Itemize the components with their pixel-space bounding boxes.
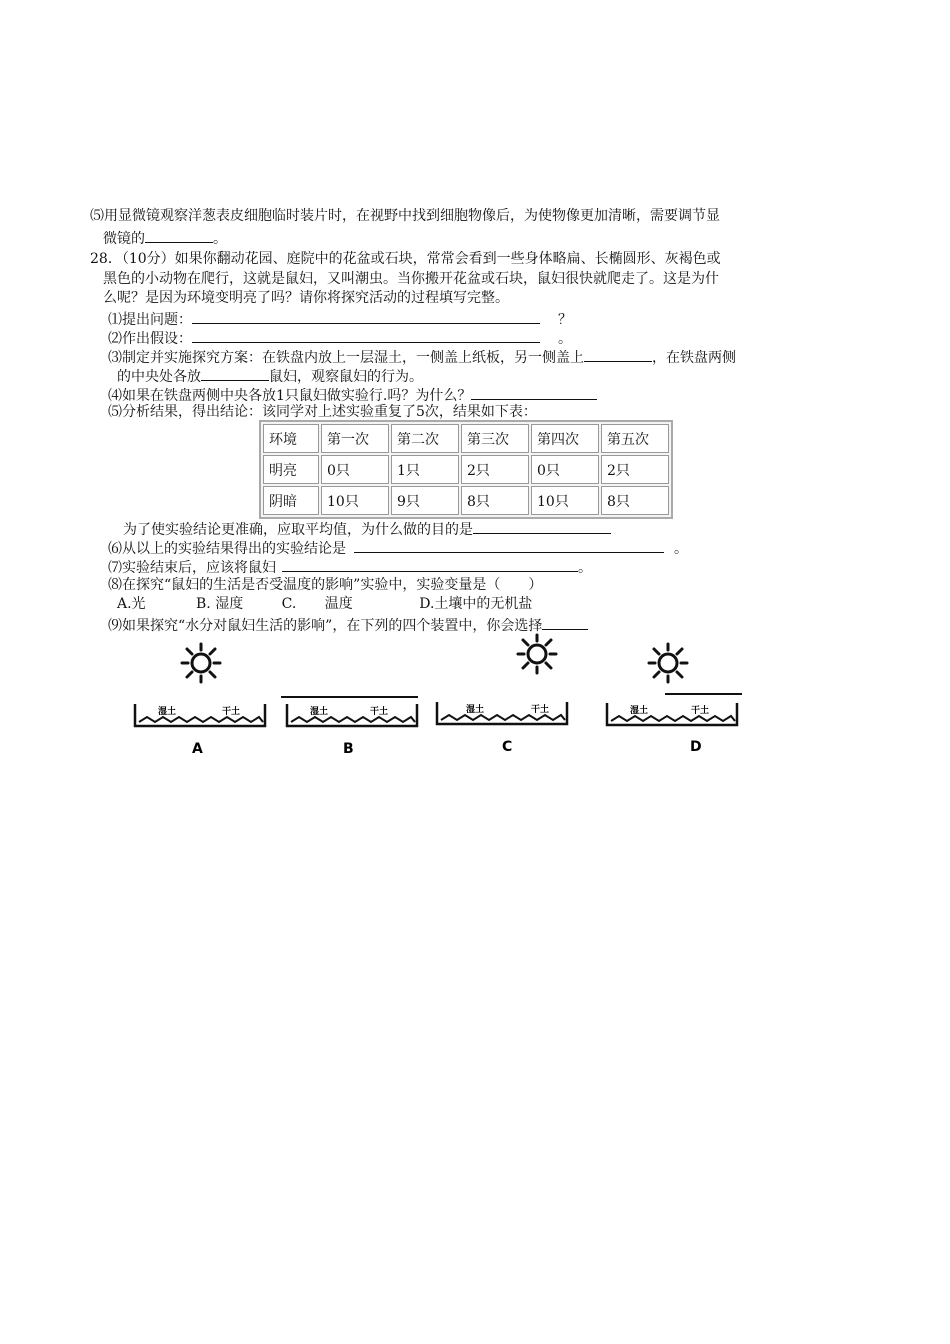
average-text: 为了使实验结论更准确，应取平均值，为什么做的目的是: [123, 522, 473, 538]
step6-mark: 。: [674, 541, 688, 557]
wet-soil-label: 湿土: [158, 707, 177, 717]
wet-soil-label: 湿土: [630, 706, 649, 716]
table-header-cell: 第四次: [531, 424, 599, 453]
table-cell: 2只: [461, 455, 529, 484]
dry-soil-label: 干土: [222, 707, 241, 717]
step2-mark: 。: [558, 331, 572, 347]
q27-5-pre: 微镜的: [103, 231, 145, 247]
table-cell: 8只: [601, 486, 669, 515]
step9-text: ⑼如果探究“水分对鼠妇生活的影响”，在下列的四个装置中，你会选择: [108, 618, 543, 634]
q28-intro-line3: 么呢？是因为环境变明亮了吗？请你将探究活动的过程填写完整。: [103, 290, 509, 306]
table-cell: 1只: [391, 455, 459, 484]
device-label-a: A: [192, 741, 203, 757]
step4-text: ⑷如果在铁盘两侧中央各放1只鼠妇做实验行.吗？为什么？: [108, 388, 472, 404]
table-cell: 0只: [531, 455, 599, 484]
option-b[interactable]: B. 湿度: [196, 596, 244, 612]
device-a: [135, 704, 265, 726]
sun-icon: [518, 635, 556, 673]
device-d: [607, 703, 737, 725]
wet-soil-label: 湿土: [310, 707, 329, 717]
option-c-letter[interactable]: C.: [281, 596, 297, 612]
option-d[interactable]: D.土壤中的无机盐: [419, 596, 533, 612]
device-label-c: C: [502, 739, 513, 755]
step3-text-d: 鼠妇，观察鼠妇的行为。: [269, 369, 423, 385]
sun-icon: [649, 644, 687, 682]
table-header-cell: 第五次: [601, 424, 669, 453]
sun-icon: [182, 644, 220, 682]
step7-mark: 。: [578, 560, 592, 576]
table-cell: 0只: [321, 455, 389, 484]
table-header-cell: 第一次: [321, 424, 389, 453]
option-a[interactable]: A.光: [117, 596, 146, 612]
device-label-b: B: [343, 741, 354, 757]
dry-soil-label: 干土: [531, 705, 550, 715]
step3-text-b: ，在铁盘两侧: [652, 350, 736, 366]
q27-5-post: 。: [213, 231, 227, 247]
step1-mark: ？: [558, 312, 572, 328]
q28-intro-line2: 黑色的小动物在爬行，这就是鼠妇，又叫潮虫。当你搬开花盆或石块，鼠妇很快就爬走了。这是为什: [103, 271, 719, 287]
option-c-text[interactable]: 温度: [324, 596, 353, 612]
table-header-cell: 第二次: [391, 424, 459, 453]
table-header-cell: 环境: [263, 424, 319, 453]
step3-text-a: ⑶制定并实施探究方案：在铁盘内放上一层湿土，一侧盖上纸板，另一侧盖上: [108, 350, 584, 366]
table-cell: 2只: [601, 455, 669, 484]
q28-intro-line1: 28．（10分）如果你翻动花园、庭院中的花盆或石块，常常会看到一些身体略扁、长椭圆形、灰褐色或: [90, 251, 721, 267]
step2-label: ⑵作出假设：: [108, 331, 192, 347]
q28-step8: ⑻在探究“鼠妇的生活是否受温度的影响”实验中，实验变量是（ ）: [108, 577, 543, 593]
step7-text: ⑺实验结束后，应该将鼠妇: [108, 560, 276, 576]
table-cell: 9只: [391, 486, 459, 515]
table-cell: 10只: [321, 486, 389, 515]
q28-step5: ⑸分析结果，得出结论：该同学对上述实验重复了5次，结果如下表：: [108, 404, 537, 420]
dry-soil-label: 干土: [691, 706, 710, 716]
q27-5-line1: ⑸用显微镜观察洋葱表皮细胞临时装片时，在视野中找到细胞物像后，为使物像更加清晰，需要调节显: [90, 208, 720, 224]
table-cell: 明亮: [263, 455, 319, 484]
table-header-cell: 第三次: [461, 424, 529, 453]
table-cell: 阴暗: [263, 486, 319, 515]
step1-label: ⑴提出问题：: [108, 312, 192, 328]
dry-soil-label: 干土: [370, 707, 389, 717]
step6-text: ⑹从以上的实验结果得出的实验结论是: [108, 541, 346, 557]
device-label-d: D: [690, 739, 702, 755]
table-cell: 10只: [531, 486, 599, 515]
step3-text-c: 的中央处各放: [117, 369, 201, 385]
table-cell: 8只: [461, 486, 529, 515]
wet-soil-label: 湿土: [466, 705, 485, 715]
device-b: [287, 704, 417, 726]
